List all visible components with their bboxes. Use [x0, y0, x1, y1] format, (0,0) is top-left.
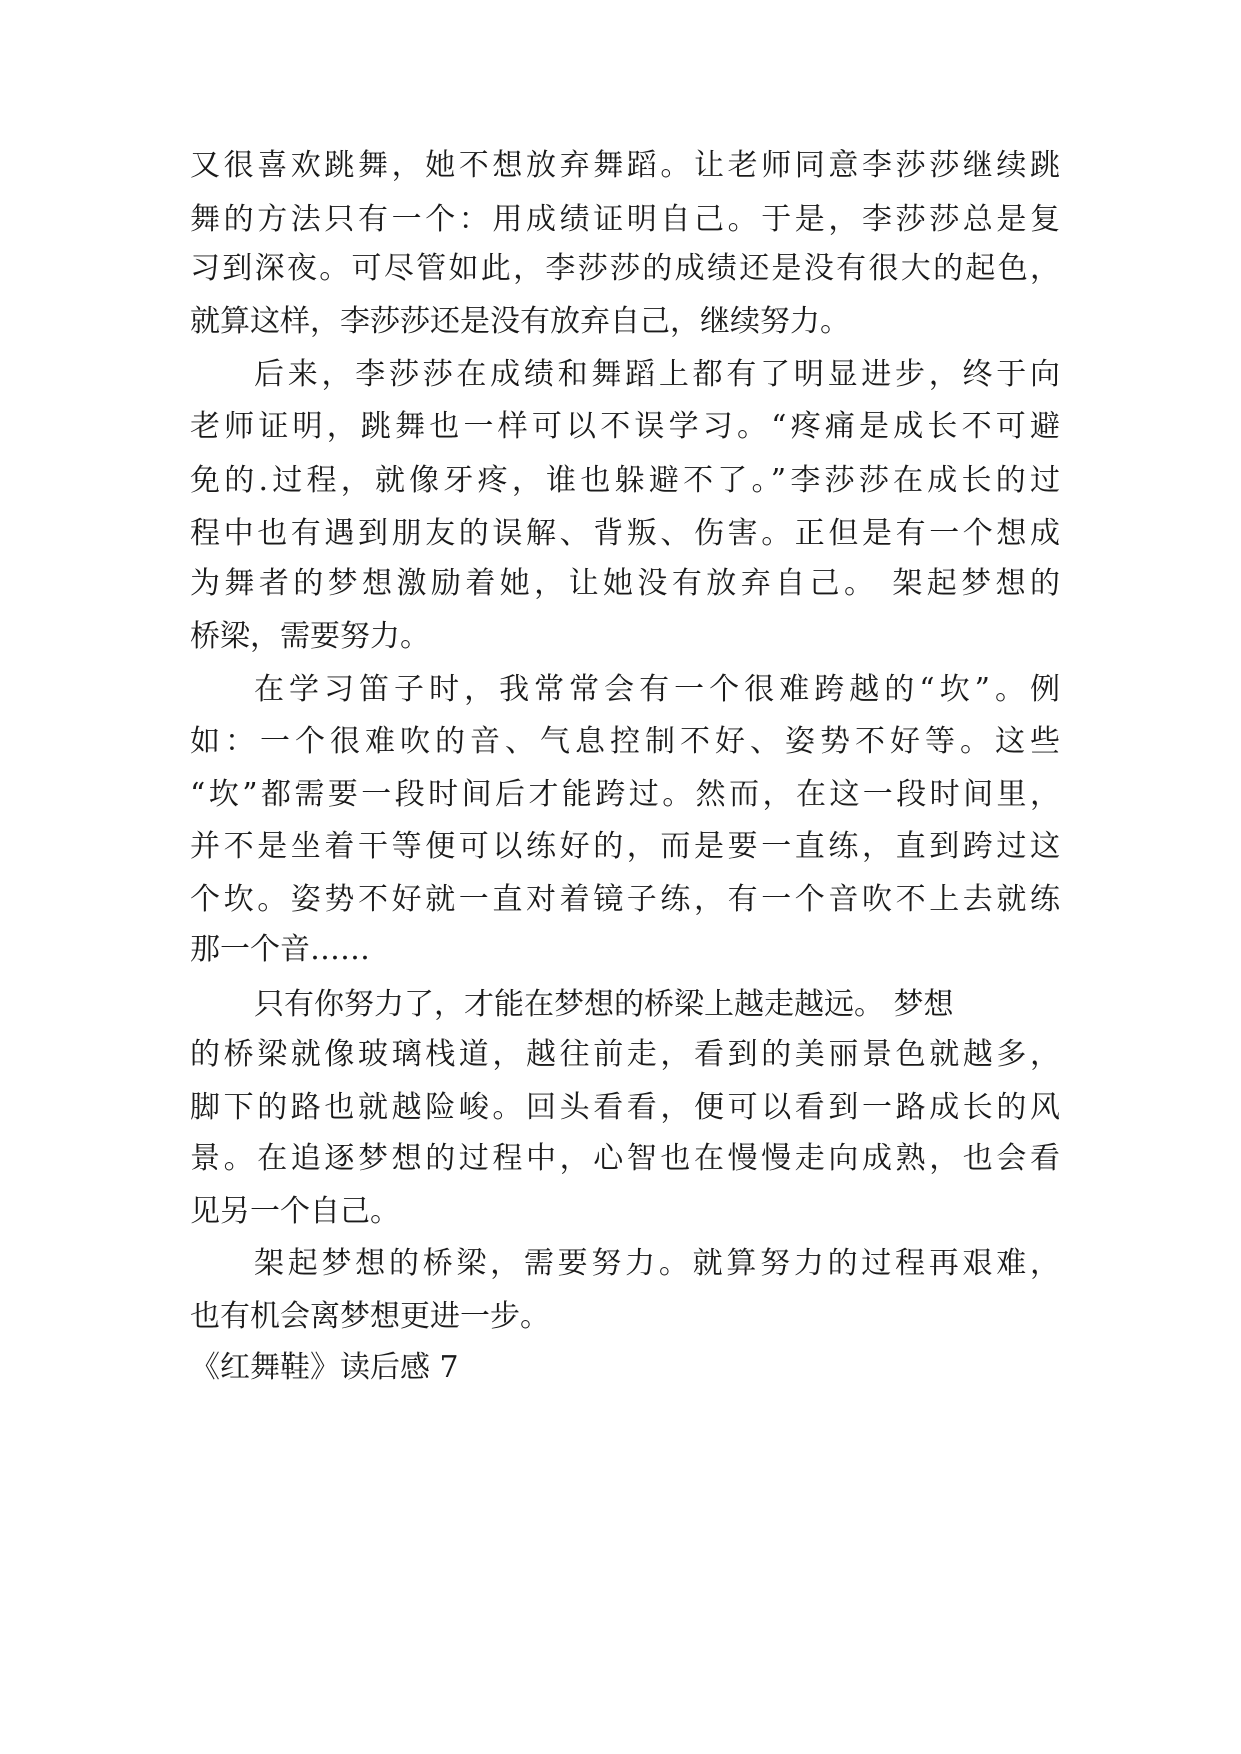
body-line: 老师证明，跳舞也一样可以不误学习。“疼痛是成长不可避	[190, 409, 1060, 444]
body-line: 那一个音……	[190, 932, 370, 967]
body-line: 也有机会离梦想更进一步。	[190, 1299, 550, 1334]
paragraph-start-line: 架起梦想的桥梁，需要努力。就算努力的过程再艰难，	[254, 1246, 1060, 1281]
paragraph-start-line: 后来，李莎莎在成绩和舞蹈上都有了明显进步，终于向	[254, 357, 1060, 392]
body-line: 见另一个自己。	[190, 1194, 400, 1229]
body-line: 免的.过程，就像牙疼，谁也躲避不了。”李莎莎在成长的过	[190, 463, 1060, 498]
paragraph-start-line: 在学习笛子时，我常常会有一个很难跨越的“坎”。例	[254, 672, 1060, 707]
body-line: 就算这样，李莎莎还是没有放弃自己，继续努力。	[190, 304, 850, 339]
body-line: 为舞者的梦想激励着她，让她没有放弃自己。 架起梦想的	[190, 566, 1060, 601]
body-line: 桥梁，需要努力。	[190, 619, 430, 654]
body-line: 程中也有遇到朋友的误解、背叛、伤害。正但是有一个想成	[190, 516, 1060, 551]
body-line: 舞的方法只有一个：用成绩证明自己。于是，李莎莎总是复	[190, 202, 1060, 237]
body-line: 的桥梁就像玻璃栈道，越往前走，看到的美丽景色就越多，	[190, 1037, 1060, 1072]
body-line: 习到深夜。可尽管如此，李莎莎的成绩还是没有很大的起色，	[190, 251, 1060, 286]
body-line: 景。在追逐梦想的过程中，心智也在慢慢走向成熟，也会看	[190, 1141, 1060, 1176]
body-line: 又很喜欢跳舞，她不想放弃舞蹈。让老师同意李莎莎继续跳	[190, 148, 1060, 183]
paragraph-start-line: 只有你努力了，才能在梦想的桥梁上越走越远。 梦想	[254, 987, 954, 1022]
section-heading: 《红舞鞋》读后感 7	[190, 1350, 459, 1385]
body-line: “坎”都需要一段时间后才能跨过。然而，在这一段时间里，	[190, 777, 1060, 812]
body-line: 脚下的路也就越险峻。回头看看，便可以看到一路成长的风	[190, 1090, 1060, 1125]
body-line: 如：一个很难吹的音、气息控制不好、姿势不好等。这些	[190, 724, 1060, 759]
body-line: 并不是坐着干等便可以练好的，而是要一直练，直到跨过这	[190, 829, 1060, 864]
body-line: 个坎。姿势不好就一直对着镜子练，有一个音吹不上去就练	[190, 882, 1060, 917]
